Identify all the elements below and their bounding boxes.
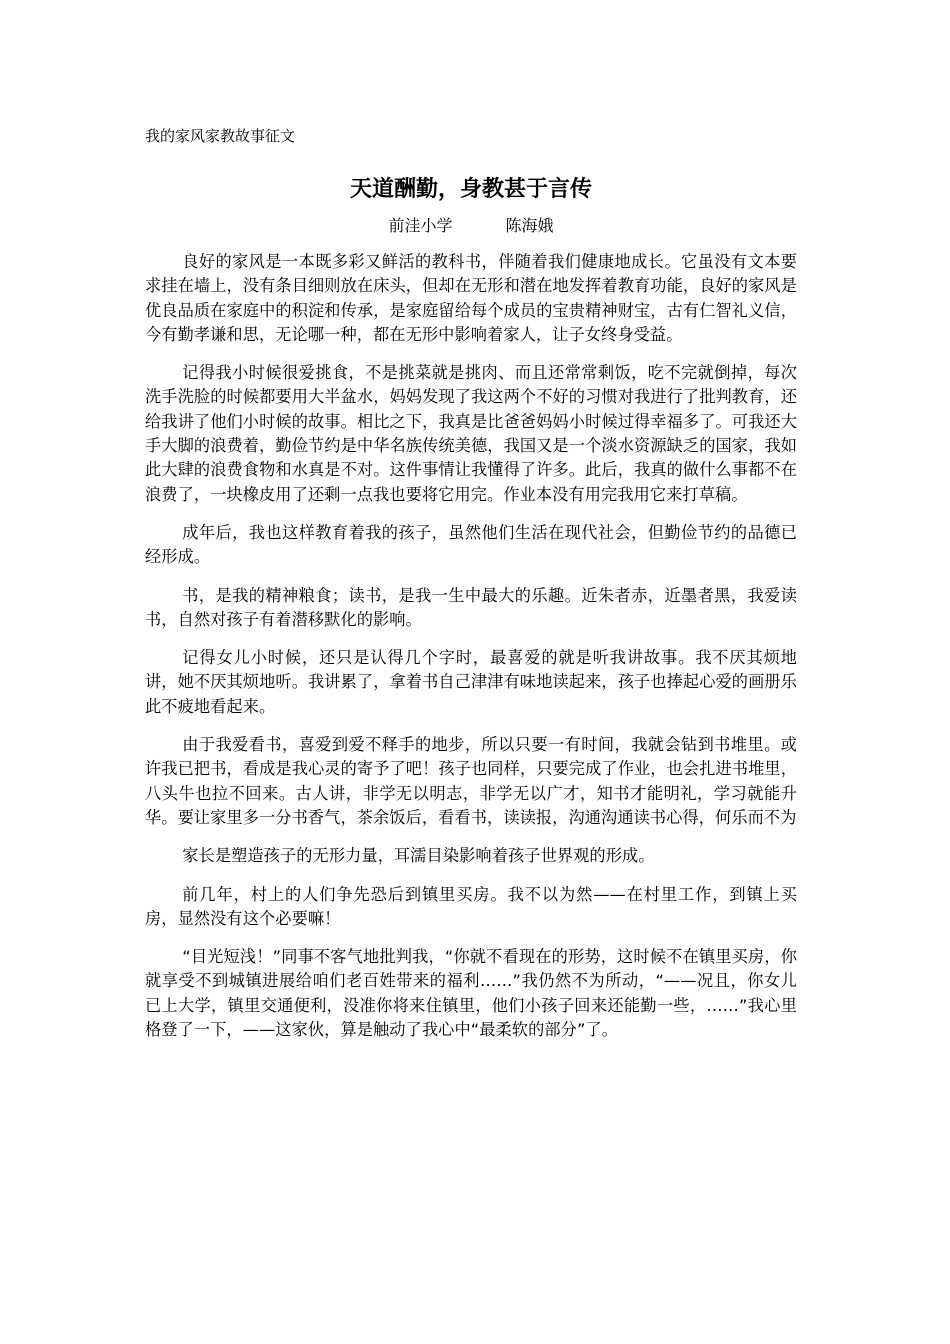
paragraph: “目光短浅！”同事不客气地批判我，“你就不看现在的形势，这时候不在镇里买房，你就享受不到城镇进展给咱们老百姓带来的福利……”我仍然不为所动，“——况且，你女儿已上大学，镇里交通便利，没准你将来住镇里，他们小孩子回来还能勤一些，……”我心里格登了一下，——这家伙，算是触动了我心中“最柔软的部分”了。: [145, 947, 797, 1040]
essay-category-label: 我的家风家教故事征文: [145, 127, 296, 145]
essay-body: [145, 250, 797, 1042]
essay-title: 天道酬勤，身教甚于言传: [349, 176, 592, 202]
paragraph: 记得女儿小时候，还只是认得几个字时，最喜爱的就是听我讲故事。我不厌其烦地讲，她不厌其烦地听。我讲累了，拿着书自己津津有味地读起来，孩子也捧起心爱的画册乐此不疲地看起来。: [145, 648, 797, 716]
paragraph: 前几年，村上的人们争先恐后到镇里买房。我不以为然——在村里工作，到镇上买房，显然没有这个必要嘛！: [145, 884, 797, 928]
paragraph: 良好的家风是一本既多彩又鲜活的教科书，伴随着我们健康地成长。它虽没有文本要求挂在墙上，没有条目细则放在床头，但却在无形和潜在地发挥着教育功能，良好的家风是优良品质在家庭中的积淀和传承，是家庭留给每个成员的宝贵精神财宝，古有仁智礼义信，今有勤孝谦和思，无论哪一种，都在无形中影响着家人，让子女终身受益。: [145, 252, 797, 344]
author-school: 前洼小学: [388, 216, 453, 235]
paragraph: 书，是我的精神粮食；读书，是我一生中最大的乐趣。近朱者赤，近墨者黑，我爱读书，自然对孩子有着潜移默化的影响。: [145, 585, 797, 629]
paragraph: 成年后，我也这样教育着我的孩子，虽然他们生活在现代社会，但勤俭节约的品德已经形成。: [145, 522, 797, 567]
document-page: [145, 124, 797, 1056]
paragraph: 记得我小时候很爱挑食，不是挑菜就是挑肉、而且还常常剩饭，吃不完就倒掉，每次洗手洗脸的时候都要用大半盆水，妈妈发现了我这两个不好的习惯对我进行了批判教育，还给我讲了他们小时候的故事。相比之下，我真是比爸爸妈妈小时候过得幸福多了。可我还大手大脚的浪费着，勤俭节约是中华名族传统美德，我国又是一个淡水资源缺乏的国家，我如此大肆的浪费食物和水真是不对。这件事情让我懂得了许多。此后，我真的做什么事都不在浪费了，一块橡皮用了还剩一点我也要将它用完。作业本没有用完我用它来打草稿。: [145, 363, 797, 504]
paragraph: 家长是塑造孩子的无形力量，耳濡目染影响着孩子世界观的形成。: [182, 846, 655, 866]
byline: [145, 214, 797, 238]
author-name: 陈海娥: [505, 216, 554, 235]
paragraph: 由于我爱看书，喜爱到爱不释手的地步，所以只要一有时间，我就会钻到书堆里。或许我已把书，看成是我心灵的寄予了吧！孩子也同样，只要完成了作业，也会扎进书堆里，八头牛也拉不回来。古人讲，非学无以明志，非学无以广才，知书才能明礼，学习就能升华。要让家里多一分书香气，茶余饭后，看看书，读读报，沟通沟通读书心得，何乐而不为: [145, 735, 797, 827]
